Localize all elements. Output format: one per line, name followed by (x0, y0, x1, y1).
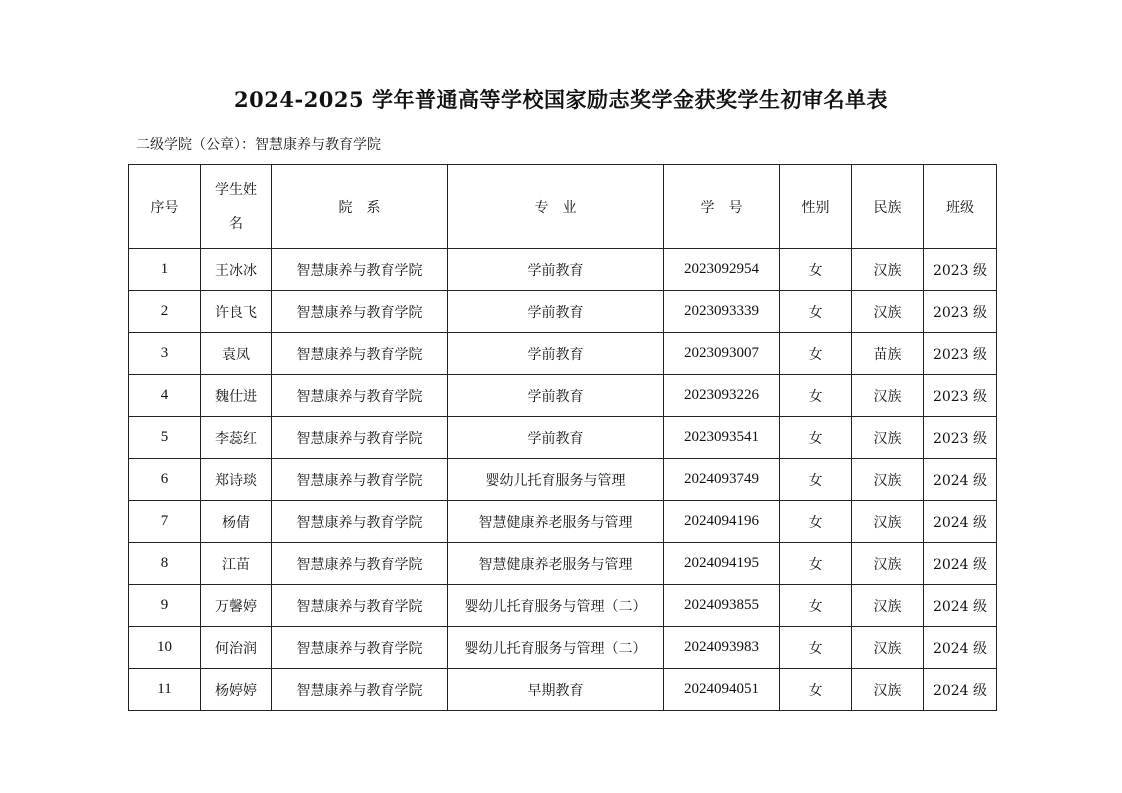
cell-student-id: 2024093749 (664, 459, 780, 501)
cell-gender: 女 (780, 669, 852, 711)
cell-student-id: 2024094196 (664, 501, 780, 543)
cell-name: 魏仕进 (201, 375, 272, 417)
cell-major: 学前教育 (448, 417, 664, 459)
cell-dept: 智慧康养与教育学院 (272, 417, 448, 459)
college-label: 二级学院（公章）：智慧康养与教育学院 (136, 137, 381, 153)
table-row (129, 501, 997, 543)
cell-ethnicity: 汉族 (852, 543, 924, 585)
cell-seq: 9 (129, 585, 201, 627)
cell-grade: 2023 级 (924, 249, 997, 291)
header-name (201, 165, 272, 249)
cell-gender: 女 (780, 417, 852, 459)
table-row (129, 375, 997, 417)
cell-student-id: 2023093339 (664, 291, 780, 333)
cell-dept: 智慧康养与教育学院 (272, 501, 448, 543)
cell-seq: 4 (129, 375, 201, 417)
cell-ethnicity: 汉族 (852, 627, 924, 669)
cell-gender: 女 (780, 249, 852, 291)
table-body (129, 249, 997, 711)
cell-name: 李蕊红 (201, 417, 272, 459)
cell-ethnicity: 汉族 (852, 669, 924, 711)
cell-dept: 智慧康养与教育学院 (272, 375, 448, 417)
cell-student-id: 2023093226 (664, 375, 780, 417)
cell-student-id: 2023093541 (664, 417, 780, 459)
cell-gender: 女 (780, 585, 852, 627)
cell-seq: 11 (129, 669, 201, 711)
cell-grade: 2023 级 (924, 417, 997, 459)
table-row (129, 291, 997, 333)
header-major: 专 业 (448, 165, 664, 249)
cell-dept: 智慧康养与教育学院 (272, 291, 448, 333)
cell-seq: 6 (129, 459, 201, 501)
cell-name: 何治润 (201, 627, 272, 669)
cell-major: 学前教育 (448, 375, 664, 417)
table-row (129, 543, 997, 585)
cell-gender: 女 (780, 543, 852, 585)
cell-dept: 智慧康养与教育学院 (272, 333, 448, 375)
cell-major: 学前教育 (448, 291, 664, 333)
table-header-row (129, 165, 997, 249)
cell-ethnicity: 汉族 (852, 291, 924, 333)
cell-name: 郑诗琰 (201, 459, 272, 501)
cell-major: 智慧健康养老服务与管理 (448, 501, 664, 543)
cell-grade: 2024 级 (924, 543, 997, 585)
cell-seq: 1 (129, 249, 201, 291)
cell-gender: 女 (780, 459, 852, 501)
cell-seq: 5 (129, 417, 201, 459)
cell-gender: 女 (780, 501, 852, 543)
cell-ethnicity: 苗族 (852, 333, 924, 375)
cell-name: 袁凤 (201, 333, 272, 375)
cell-seq: 8 (129, 543, 201, 585)
cell-name: 王冰冰 (201, 249, 272, 291)
cell-major: 婴幼儿托育服务与管理（二） (448, 585, 664, 627)
cell-gender: 女 (780, 333, 852, 375)
header-student-id: 学 号 (664, 165, 780, 249)
cell-major: 婴幼儿托育服务与管理（二） (448, 627, 664, 669)
cell-grade: 2024 级 (924, 459, 997, 501)
cell-student-id: 2024094195 (664, 543, 780, 585)
cell-dept: 智慧康养与教育学院 (272, 585, 448, 627)
cell-ethnicity: 汉族 (852, 417, 924, 459)
cell-grade: 2024 级 (924, 501, 997, 543)
header-grade: 班级 (924, 165, 997, 249)
cell-seq: 10 (129, 627, 201, 669)
cell-grade: 2024 级 (924, 627, 997, 669)
header-name-line1: 学生姓 (215, 181, 257, 198)
cell-dept: 智慧康养与教育学院 (272, 543, 448, 585)
cell-gender: 女 (780, 375, 852, 417)
cell-dept: 智慧康养与教育学院 (272, 669, 448, 711)
cell-major: 学前教育 (448, 249, 664, 291)
cell-grade: 2023 级 (924, 375, 997, 417)
cell-student-id: 2023092954 (664, 249, 780, 291)
cell-seq: 2 (129, 291, 201, 333)
cell-name: 江苗 (201, 543, 272, 585)
cell-ethnicity: 汉族 (852, 501, 924, 543)
cell-seq: 3 (129, 333, 201, 375)
cell-ethnicity: 汉族 (852, 585, 924, 627)
cell-gender: 女 (780, 627, 852, 669)
cell-major: 智慧健康养老服务与管理 (448, 543, 664, 585)
cell-dept: 智慧康养与教育学院 (272, 249, 448, 291)
cell-grade: 2023 级 (924, 333, 997, 375)
cell-student-id: 2024093855 (664, 585, 780, 627)
cell-name: 万馨婷 (201, 585, 272, 627)
header-dept: 院 系 (272, 165, 448, 249)
cell-grade: 2024 级 (924, 669, 997, 711)
cell-student-id: 2023093007 (664, 333, 780, 375)
table-row (129, 333, 997, 375)
cell-gender: 女 (780, 291, 852, 333)
roster-table (128, 164, 997, 711)
page-title: 2024-2025 学年普通高等学校国家励志奖学金获奖学生初审名单表 (234, 87, 888, 112)
cell-seq: 7 (129, 501, 201, 543)
cell-name: 杨倩 (201, 501, 272, 543)
cell-major: 婴幼儿托育服务与管理 (448, 459, 664, 501)
cell-grade: 2023 级 (924, 291, 997, 333)
header-gender: 性别 (780, 165, 852, 249)
cell-grade: 2024 级 (924, 585, 997, 627)
cell-student-id: 2024093983 (664, 627, 780, 669)
cell-major: 早期教育 (448, 669, 664, 711)
table-row (129, 585, 997, 627)
header-seq: 序号 (129, 165, 201, 249)
header-name-line2: 名 (229, 215, 243, 232)
table-row (129, 249, 997, 291)
cell-student-id: 2024094051 (664, 669, 780, 711)
cell-major: 学前教育 (448, 333, 664, 375)
cell-ethnicity: 汉族 (852, 249, 924, 291)
table-row (129, 459, 997, 501)
cell-dept: 智慧康养与教育学院 (272, 459, 448, 501)
header-ethnicity: 民族 (852, 165, 924, 249)
cell-name: 许良飞 (201, 291, 272, 333)
cell-dept: 智慧康养与教育学院 (272, 627, 448, 669)
cell-ethnicity: 汉族 (852, 459, 924, 501)
cell-name: 杨婷婷 (201, 669, 272, 711)
table-row (129, 669, 997, 711)
table-row (129, 417, 997, 459)
cell-ethnicity: 汉族 (852, 375, 924, 417)
table-row (129, 627, 997, 669)
